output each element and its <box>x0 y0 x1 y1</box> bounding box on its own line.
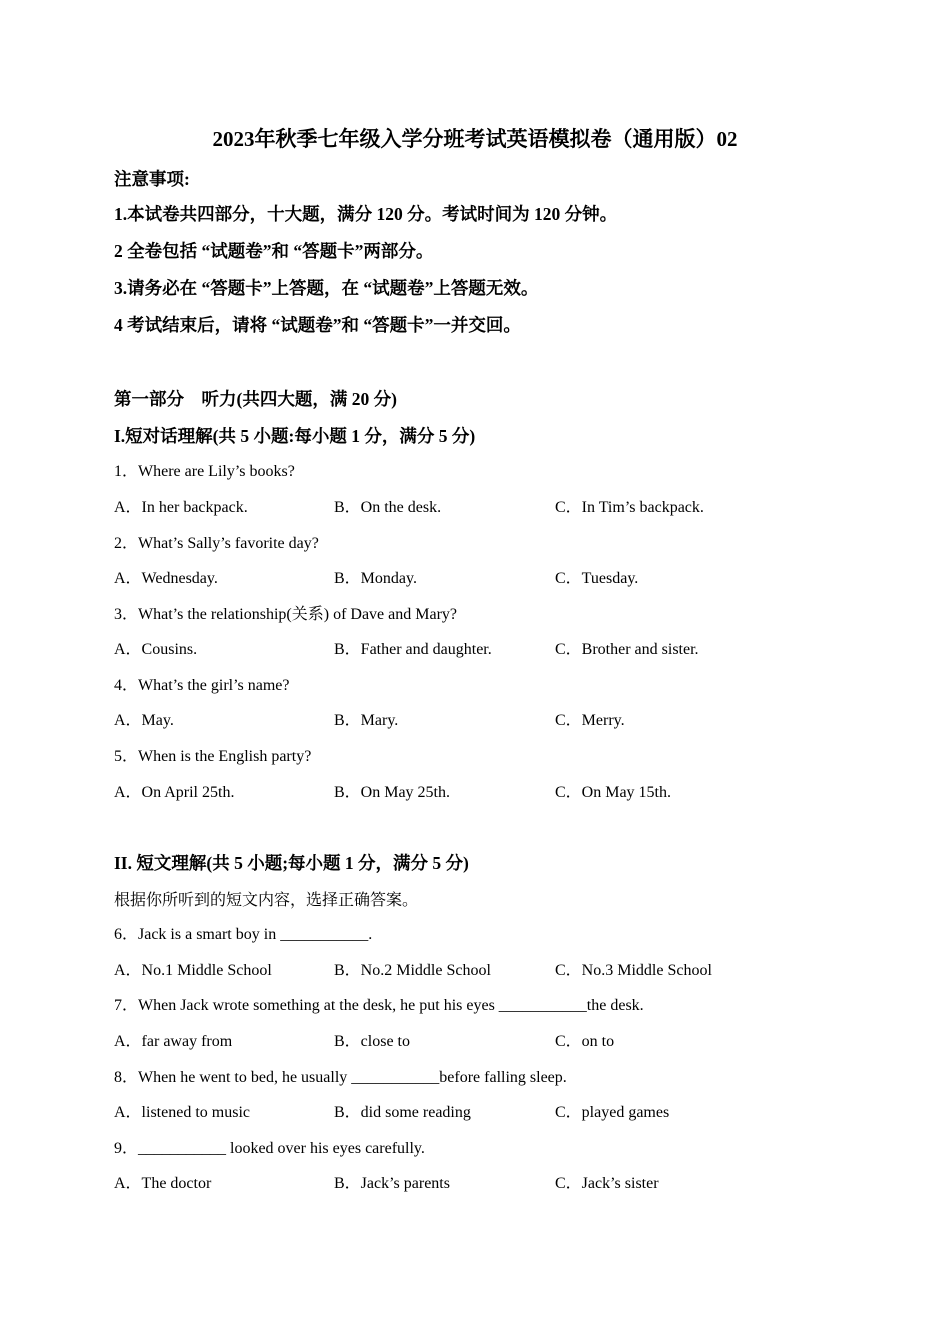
q3-option-b: B．Father and daughter. <box>334 641 492 658</box>
q4-option-a: A．May. <box>114 712 174 729</box>
section2-heading: II. 短文理解(共 5 小题;每小题 1 分，满分 5 分) <box>114 853 469 873</box>
question-2: 2．What’s Sally’s favorite day? <box>114 535 319 552</box>
q3-option-c: C．Brother and sister. <box>555 641 699 658</box>
notice-item-3: 3.请务必在 “答题卡”上答题，在 “试题卷”上答题无效。 <box>114 278 539 298</box>
q1-option-c: C．In Tim’s backpack. <box>555 499 704 516</box>
question-3: 3．What’s the relationship(关系) of Dave and Mary? <box>114 606 458 623</box>
section1-heading: I.短对话理解(共 5 小题:每小题 1 分，满分 5 分) <box>114 426 476 446</box>
q8-option-a: A．listened to music <box>114 1104 250 1121</box>
notice-item-2: 2 全卷包括 “试题卷”和 “答题卡”两部分。 <box>114 241 434 261</box>
question-6: 6．Jack is a smart boy in ___________. <box>114 926 373 943</box>
question-7: 7．When Jack wrote something at the desk, he put his eyes ___________the desk. <box>114 997 644 1014</box>
q6-option-c: C．No.3 Middle School <box>555 962 712 979</box>
question-8: 8．When he went to bed, he usually ___________before falling sleep. <box>114 1069 567 1086</box>
q2-option-c: C．Tuesday. <box>555 570 639 587</box>
q7-option-a: A．far away from <box>114 1033 233 1050</box>
q3-option-a: A．Cousins. <box>114 641 198 658</box>
q8-option-b: B．did some reading <box>334 1104 471 1121</box>
q2-option-a: A．Wednesday. <box>114 570 218 587</box>
notice-item-1: 1.本试卷共四部分，十大题，满分 120 分。考试时间为 120 分钟。 <box>114 204 618 224</box>
q7-option-b: B．close to <box>334 1033 410 1050</box>
q9-option-b: B．Jack’s parents <box>334 1175 450 1192</box>
q1-option-a: A．In her backpack. <box>114 499 248 516</box>
question-1: 1．Where are Lily’s books? <box>114 463 295 480</box>
question-4: 4．What’s the girl’s name? <box>114 677 290 694</box>
q6-option-a: A．No.1 Middle School <box>114 962 272 979</box>
q5-option-b: B．On May 25th. <box>334 784 451 801</box>
exam-title: 2023年秋季七年级入学分班考试英语模拟卷（通用版）02 <box>212 127 738 151</box>
notice-item-4: 4 考试结束后，请将 “试题卷”和 “答题卡”一并交回。 <box>114 315 521 335</box>
q9-option-a: A．The doctor <box>114 1175 212 1192</box>
q5-option-a: A．On April 25th. <box>114 784 235 801</box>
q4-option-c: C．Merry. <box>555 712 625 729</box>
q8-option-c: C．played games <box>555 1104 670 1121</box>
q4-option-b: B．Mary. <box>334 712 399 729</box>
q5-option-c: C．On May 15th. <box>555 784 672 801</box>
q1-option-b: B．On the desk. <box>334 499 442 516</box>
q7-option-c: C．on to <box>555 1033 615 1050</box>
q6-option-b: B．No.2 Middle School <box>334 962 491 979</box>
q9-option-c: C．Jack’s sister <box>555 1175 659 1192</box>
q2-option-b: B．Monday. <box>334 570 417 587</box>
question-9: 9．___________ looked over his eyes carefully. <box>114 1140 425 1157</box>
question-5: 5．When is the English party? <box>114 748 312 765</box>
part1-heading: 第一部分 听力(共四大题，满 20 分) <box>114 389 397 409</box>
notice-heading: 注意事项: <box>114 169 190 189</box>
section2-instruction: 根据你所听到的短文内容，选择正确答案。 <box>114 892 419 909</box>
